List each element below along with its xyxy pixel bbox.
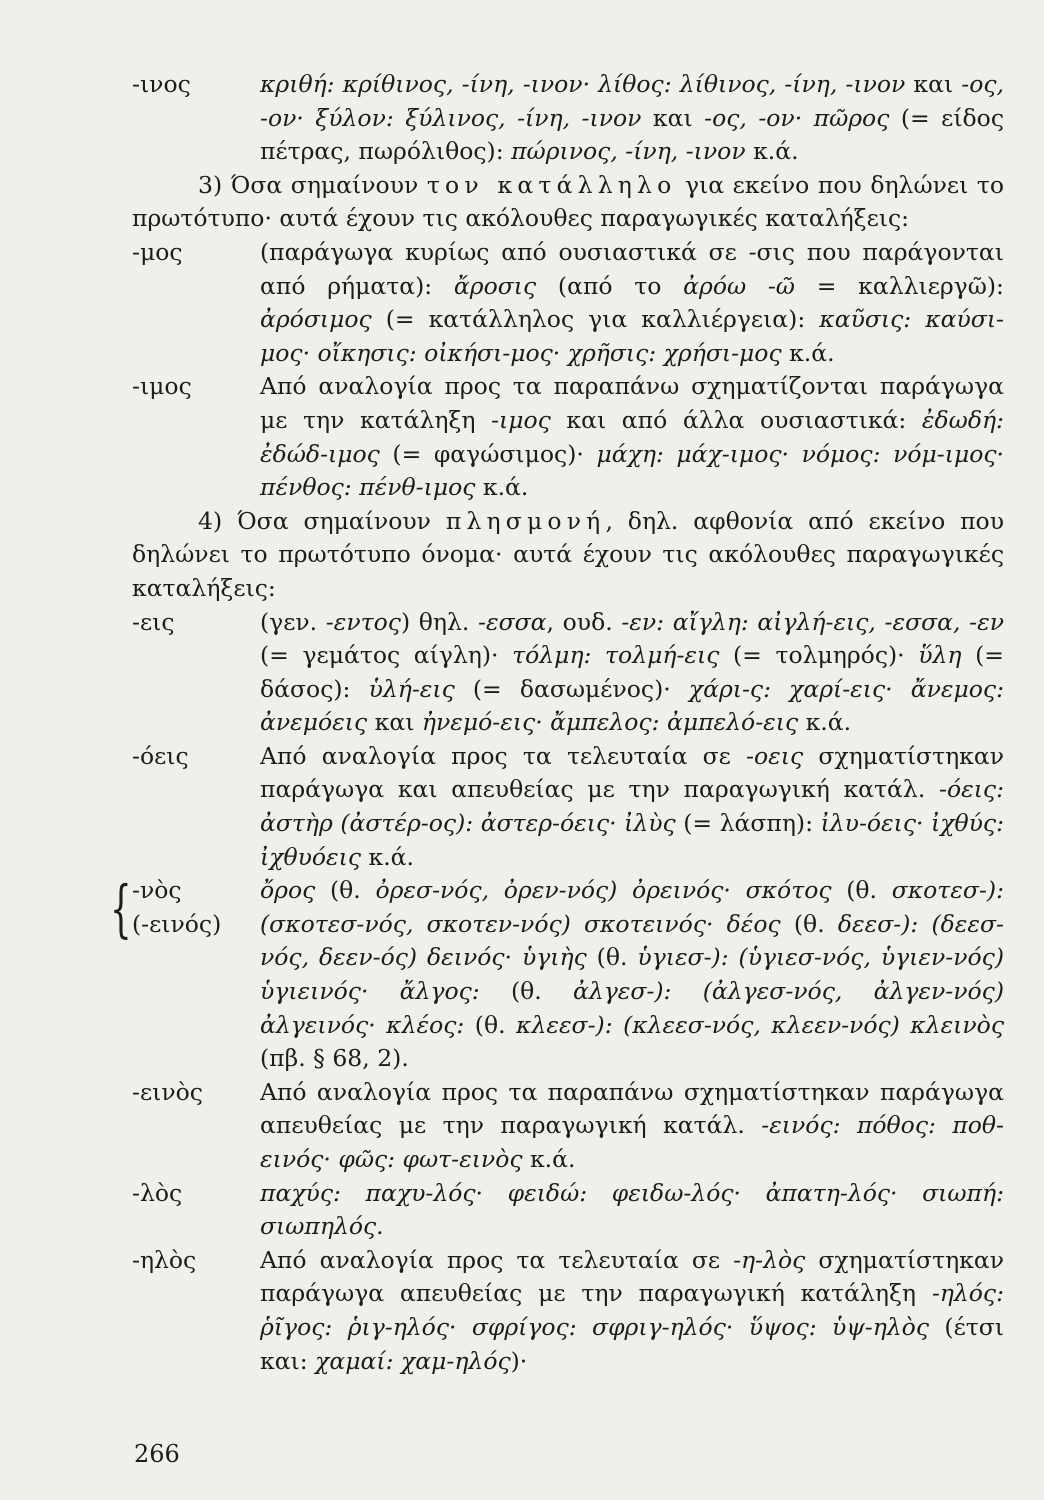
- suffix-term: -ινος: [132, 70, 191, 98]
- suffix-entry: [132, 68, 1004, 169]
- suffix-description: Από αναλογία προς τα τελευταία σε -οεις σχηματίστηκαν παράγωγα και απευθείας με την παραγωγική κατάλ. -όεις: ἀστὴρ (ἀστέρ-ος): ἀστερ-όεις· ἰλὺς (= λάσπη): ἰλυ-όεις· ἰχθύς: ἰχθυόεις κ.ά.: [260, 741, 1004, 871]
- section-paragraph: 4) Όσα σημαίνουν πλησμονή, δηλ. αφθονία από εκείνο που δηλώνει το πρωτότυπο όνομα· αυτά έχουν τις ακόλουθες παραγωγικές καταλήξεις:: [132, 506, 1004, 602]
- suffix-description: κριθή: κρίθινος, -ίνη, -ινον· λίθος: λίθινος, -ίνη, -ινον και -ος, -ον· ξύλον: ξύλινος, -ίνη, -ινον και -ος, -ον· πῶρος (= είδος πέτρας, πωρόλιθος): πώρινος, -ίνη, -ινον κ.ά.: [260, 70, 1004, 166]
- suffix-term: -όεις: [132, 741, 189, 770]
- suffix-term: { -νὸς (-εινός): [110, 872, 222, 946]
- suffix-term: -ιμος: [132, 372, 192, 401]
- suffix-description: Από αναλογία προς τα παραπάνω σχηματίζονται παράγωγα με την κατάληξη -ιμος και από άλλα ουσιαστικά: ἐδωδή: ἐδώδ-ιμος (= φαγώσιμος)· μάχη: μάχ-ιμος· νόμος: νόμ-ιμος· πένθος: πένθ-ιμος κ.ά.: [260, 372, 1004, 502]
- suffix-term: -ηλὸς: [132, 1245, 197, 1274]
- suffix-description: (γεν. -εντος) θηλ. -εσσα, ουδ. -εν: αἴγλη: αἰγλή-εις, -εσσα, -εν (= γεμάτος αίγλη)· τόλμη: τολμή-εις (= τολμηρός)· ὕλη (= δάσος): ὑλή-εις (= δασωμένος)· χάρι-ς: χαρί-εις· ἄνεμος: ἀνεμόεις και ἠνεμό-εις· ἄμπελος: ἀμπελό-εις κ.ά.: [260, 607, 1005, 737]
- suffix-term: -μος: [132, 237, 183, 266]
- suffix-entry: [132, 740, 1004, 874]
- suffix-entry: [110, 872, 1005, 1076]
- suffix-entry: [132, 1244, 1004, 1378]
- page-text: [110, 68, 1005, 1378]
- suffix-entry: [132, 1076, 1004, 1177]
- suffix-term: -εινὸς: [132, 1077, 203, 1106]
- suffix-term: -λὸς: [132, 1178, 183, 1207]
- suffix-description: Από αναλογία προς τα παραπάνω σχηματίστηκαν παράγωγα απευθείας με την παραγωγική κατάλ. -εινός: πόθος: ποθ-εινός· φῶς: φωτ-εινὸς κ.ά.: [260, 1077, 1005, 1173]
- page-number: 266: [134, 1440, 180, 1468]
- suffix-entry: [132, 370, 1004, 504]
- suffix-entry: [132, 1177, 1004, 1244]
- brace-glyph: {: [110, 872, 132, 946]
- suffix-term: -εις: [132, 607, 175, 636]
- suffix-entry: [132, 236, 1004, 370]
- suffix-description: Από αναλογία προς τα τελευταία σε -η-λὸς σχηματίστηκαν παράγωγα απευθείας με την παραγωγική κατάληξη -ηλός: ῥῖγος: ῥιγ-ηλός· σφρίγος: σφριγ-ηλός· ὕψος: ὑψ-ηλὸς (έτσι και: χαμαί: χαμ-ηλός)·: [260, 1245, 1004, 1375]
- section-paragraph: 3) Όσα σημαίνουν τον κατάλληλο για εκείνο που δηλώνει το πρωτότυπο· αυτά έχουν τις ακόλουθες παραγωγικές καταλήξεις:: [132, 170, 1005, 233]
- suffix-entry: [132, 606, 1004, 740]
- suffix-description: παχύς: παχυ-λός· φειδώ: φειδω-λός· ἀπατη-λός· σιωπή: σιωπηλός.: [260, 1178, 1004, 1241]
- suffix-description: ὄρος (θ. ὀρεσ-νός, ὀρεν-νός) ὀρεινός· σκότος (θ. σκοτεσ-): (σκοτεσ-νός, σκοτεν-νός) σκοτεινός· δέος (θ. δεεσ-): (δεεσ-νός, δεεν-ός) δεινός· ὑγιὴς (θ. ὑγιεσ-): (ὑγιεσ-νός, ὑγιεν-νός) ὑγιεινός· ἄλγος: (θ. ἀλγεσ-): (ἀλγεσ-νός, ἀλγεν-νός) ἀλγεινός· κλέος: (θ. κλεεσ-): (κλεεσ-νός, κλεεν-νός) κλεινὸς (πβ. § 68, 2).: [260, 876, 1005, 1073]
- suffix-description: (παράγωγα κυρίως από ουσιαστικά σε -σις που παράγονται από ρήματα): ἄροσις (από το ἀρόω -ῶ = καλλιεργῶ): ἀρόσιμος (= κατάλληλος για καλλιέργεια): καῦσις: καύσι-μος· οἴκησις: οἰκήσι-μος· χρῆσις: χρήσι-μος κ.ά.: [260, 237, 1004, 367]
